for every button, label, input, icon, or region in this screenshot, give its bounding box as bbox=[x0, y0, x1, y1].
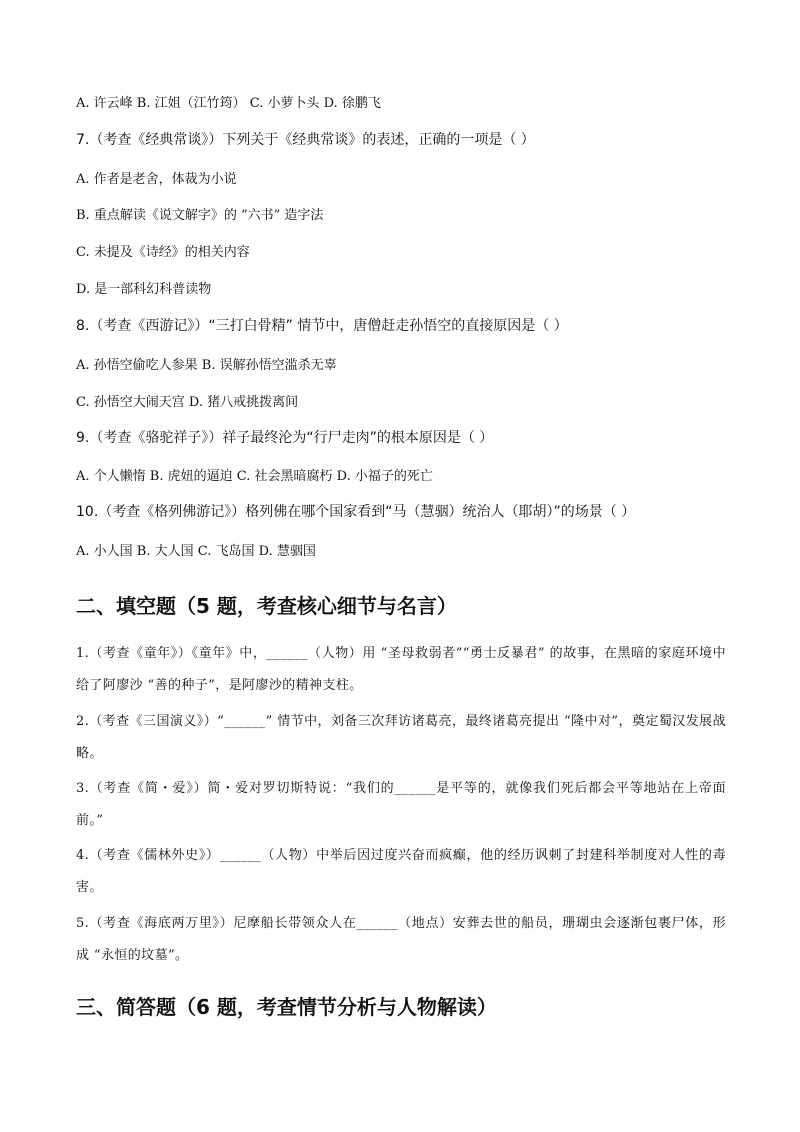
section2-heading: 二、填空题（5 题，考查核心细节与名言） bbox=[76, 594, 457, 618]
q8-options-ab: A. 孙悟空偷吃人参果 B. 误解孙悟空滥杀无辜 bbox=[76, 358, 337, 373]
q7-option-c: C. 未提及《诗经》的相关内容 bbox=[76, 245, 250, 260]
q9-stem: 9.（考查《骆驼祥子》）祥子最终沦为“行尸走肉”的根本原因是（ ） bbox=[76, 430, 494, 446]
q7-option-b: B. 重点解读《说文解字》的 “六书” 造字法 bbox=[76, 208, 324, 223]
fill-item-2: 2.（考查《三国演义》）“______” 情节中，刘备三次拜访诸葛亮，最终诸葛亮提出 “隆中对”，奠定蜀汉发展战略。 bbox=[76, 714, 726, 761]
q7-option-d: D. 是一部科幻科普读物 bbox=[76, 282, 212, 297]
q10-options: A. 小人国 B. 大人国 C. 飞岛国 D. 慧骃国 bbox=[76, 544, 316, 559]
q8-stem: 8.（考查《西游记》）“三打白骨精” 情节中，唐僧赶走孙悟空的直接原因是（ ） bbox=[76, 318, 568, 334]
fill-item-5: 5.（考查《海底两万里》）尼摩船长带领众人在______（地点）安葬去世的船员，珊瑚虫会逐渐包裹尸体，形成 “永恒的坟墓”。 bbox=[76, 916, 726, 963]
q7-stem: 7.（考查《经典常谈》）下列关于《经典常谈》的表述，正确的一项是（ ） bbox=[76, 132, 535, 148]
section3-heading: 三、简答题（6 题，考查情节分析与人物解读） bbox=[76, 995, 497, 1019]
q9-options: A. 个人懒惰 B. 虎妞的逼迫 C. 社会黑暗腐朽 D. 小福子的死亡 bbox=[76, 469, 433, 484]
fill-item-3: 3.（考查《简・爱》）简・爱对罗切斯特说：“我们的______是平等的，就像我们死后都会平等地站在上帝面前。” bbox=[76, 781, 726, 828]
fill-item-1: 1.（考查《童年》）《童年》中，______（人物）用 “圣母救弱者”“勇士反暴君” 的故事，在黑暗的家庭环境中给了阿廖沙 “善的种子”，是阿廖沙的精神支柱。 bbox=[76, 646, 726, 693]
q6-options: A. 许云峰 B. 江姐（江竹筠） C. 小萝卜头 D. 徐鹏飞 bbox=[76, 96, 381, 111]
q7-option-a: A. 作者是老舍，体裁为小说 bbox=[76, 172, 237, 187]
q8-options-cd: C. 孙悟空大闹天宫 D. 猪八戒挑拨离间 bbox=[76, 395, 299, 410]
fill-item-4: 4.（考查《儒林外史》）______（人物）中举后因过度兴奋而疯癫，他的经历讽刺了封建科举制度对人性的毒害。 bbox=[76, 848, 726, 895]
q10-stem: 10.（考查《格列佛游记》）格列佛在哪个国家看到“马（慧骃）统治人（耶胡）”的场景（ ） bbox=[76, 504, 636, 520]
